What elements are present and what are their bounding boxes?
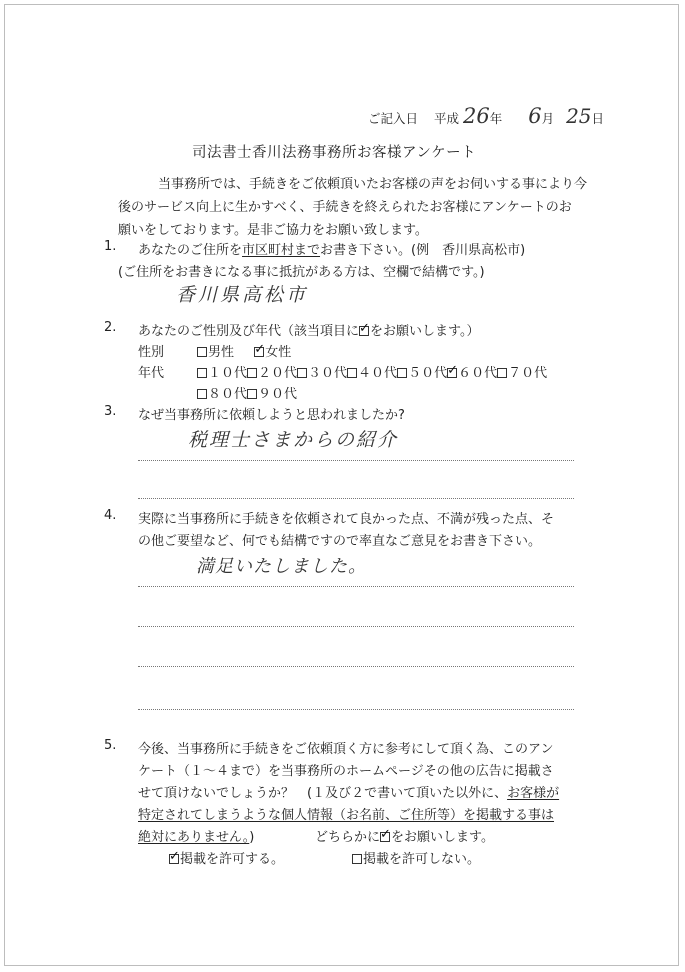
q4-line-1: 実際に当事務所に手続きを依頼されて良かった点、不満が残った点、そ — [138, 512, 555, 527]
q5-option-deny — [352, 848, 480, 867]
age-option — [247, 387, 297, 402]
q1-answer: 香川県高松市 — [176, 284, 309, 306]
age-checkbox[interactable] — [247, 368, 257, 378]
age-option — [297, 366, 347, 381]
q5-line-3 — [138, 782, 559, 801]
allow-label: 掲載を許可する。 — [180, 852, 285, 867]
age-options-row-1 — [197, 362, 547, 381]
female-checkbox[interactable] — [254, 347, 264, 357]
q1-number: 1. — [104, 239, 117, 254]
checkmark-box-icon — [380, 832, 390, 842]
month-unit: 月 — [541, 111, 555, 126]
female-label: 女性 — [265, 345, 292, 360]
age-checkbox[interactable] — [197, 368, 207, 378]
q5-instruction — [315, 826, 494, 845]
q5-line-5-underline: 絶対にありません。 — [138, 830, 250, 845]
page-title: 司法書士香川法務事務所お客様アンケート — [192, 145, 477, 161]
allow-checkbox[interactable] — [169, 854, 179, 864]
intro-line-2: 後のサービス向上に生かすべく、手続きを終えられたお客様にアンケートのお — [118, 200, 572, 215]
q1-question — [138, 239, 525, 258]
q2-text-a: あなたのご性別及び年代（該当項目に — [138, 324, 360, 339]
age-option-label: ９０代 — [258, 387, 298, 402]
age-checkbox[interactable] — [397, 368, 407, 378]
age-checkbox[interactable] — [197, 389, 207, 399]
age-checkbox[interactable] — [347, 368, 357, 378]
q5-line-2: ケート（１～４まで）を当事務所のホームページその他の広告に掲載さ — [138, 764, 554, 779]
age-checkbox[interactable] — [447, 368, 457, 378]
q3-answer: 税理士さまからの紹介 — [188, 429, 399, 451]
age-options-row-2 — [197, 383, 297, 402]
age-option — [397, 366, 447, 381]
q5-line-3-underline: お客様が — [507, 786, 560, 801]
male-label: 男性 — [208, 345, 235, 360]
answer-line — [138, 666, 574, 667]
answer-line — [138, 498, 574, 499]
age-option — [347, 366, 397, 381]
q3-number: 3. — [104, 404, 117, 419]
age-checkbox[interactable] — [247, 389, 257, 399]
age-option — [247, 366, 297, 381]
age-option — [197, 366, 247, 381]
answer-line — [138, 460, 574, 461]
age-option-label: ２０代 — [258, 366, 298, 381]
date-label: ご記入日 — [368, 111, 419, 126]
intro-line-1: 当事務所では、手続きをご依頼頂いたお客様の声をお伺いする事により今 — [158, 177, 588, 192]
age-option — [447, 366, 497, 381]
age-option — [197, 387, 247, 402]
year-value: 26 — [462, 104, 490, 128]
q5-line-5-d: をお願いします。 — [391, 830, 494, 845]
age-option-label: ７０代 — [508, 366, 548, 381]
q3-question: なぜ当事務所に依頼しようと思われましたか? — [138, 408, 405, 423]
q5-line-5 — [138, 826, 254, 845]
deny-checkbox[interactable] — [352, 854, 362, 864]
age-option-label: ６０代 — [458, 366, 498, 381]
q2-text-b: をお願いします。） — [370, 324, 480, 339]
q5-line-4: 特定されてしまうような個人情報（お名前、ご住所等）を掲載する事は — [138, 808, 555, 823]
q5-line-3-a: せて頂けないでしょうか？ (１及び２で書いて頂いた以外に、 — [138, 786, 508, 801]
intro-line-3: 願いをしております。是非ご協力をお願い致します。 — [118, 223, 428, 238]
q5-line-5-b: ) — [249, 830, 255, 845]
answer-line — [138, 709, 574, 710]
q2-question — [138, 320, 479, 339]
deny-label: 掲載を許可しない。 — [363, 852, 481, 867]
q4-line-2: の他ご要望など、何でも結構ですので率直なご意見をお書き下さい。 — [138, 534, 542, 549]
date-line — [368, 104, 604, 128]
q2-number: 2. — [104, 320, 117, 335]
day-value: 25 — [566, 104, 592, 128]
month-value: 6 — [528, 104, 542, 128]
age-option-label: ４０代 — [358, 366, 398, 381]
q5-option-allow — [169, 848, 284, 867]
q1-text-a: あなたのご住所を — [138, 243, 243, 258]
era-label: 平成 — [433, 111, 459, 126]
age-label: 年代 — [138, 366, 165, 381]
q4-number: 4. — [104, 508, 117, 523]
age-option-label: ８０代 — [208, 387, 248, 402]
q1-note: (ご住所をお書きになる事に抵抗がある方は、空欄で結構です。) — [118, 265, 485, 280]
q5-number: 5. — [104, 738, 117, 753]
age-checkbox[interactable] — [497, 368, 507, 378]
q5-line-5-c: どちらかに — [315, 830, 381, 845]
age-option-label: １０代 — [208, 366, 248, 381]
q1-text-underline: 市区町村まで — [242, 243, 321, 258]
answer-line — [138, 586, 574, 587]
answer-line — [138, 626, 574, 627]
age-checkbox[interactable] — [297, 368, 307, 378]
male-checkbox[interactable] — [197, 347, 207, 357]
q4-answer: 満足いたしました。 — [196, 556, 367, 577]
gender-options — [197, 341, 291, 360]
year-unit: 年 — [489, 111, 503, 126]
age-option — [497, 366, 547, 381]
checkmark-box-icon — [359, 326, 369, 336]
day-unit: 日 — [591, 111, 605, 126]
age-option-label: ３０代 — [308, 366, 348, 381]
age-option-label: ５０代 — [408, 366, 448, 381]
q1-text-b: お書き下さい。(例 香川県高松市) — [320, 243, 526, 258]
q5-line-1: 今後、当事務所に手続きをご依頼頂く方に参考にして頂く為、このアン — [138, 742, 554, 757]
gender-label: 性別 — [138, 345, 165, 360]
